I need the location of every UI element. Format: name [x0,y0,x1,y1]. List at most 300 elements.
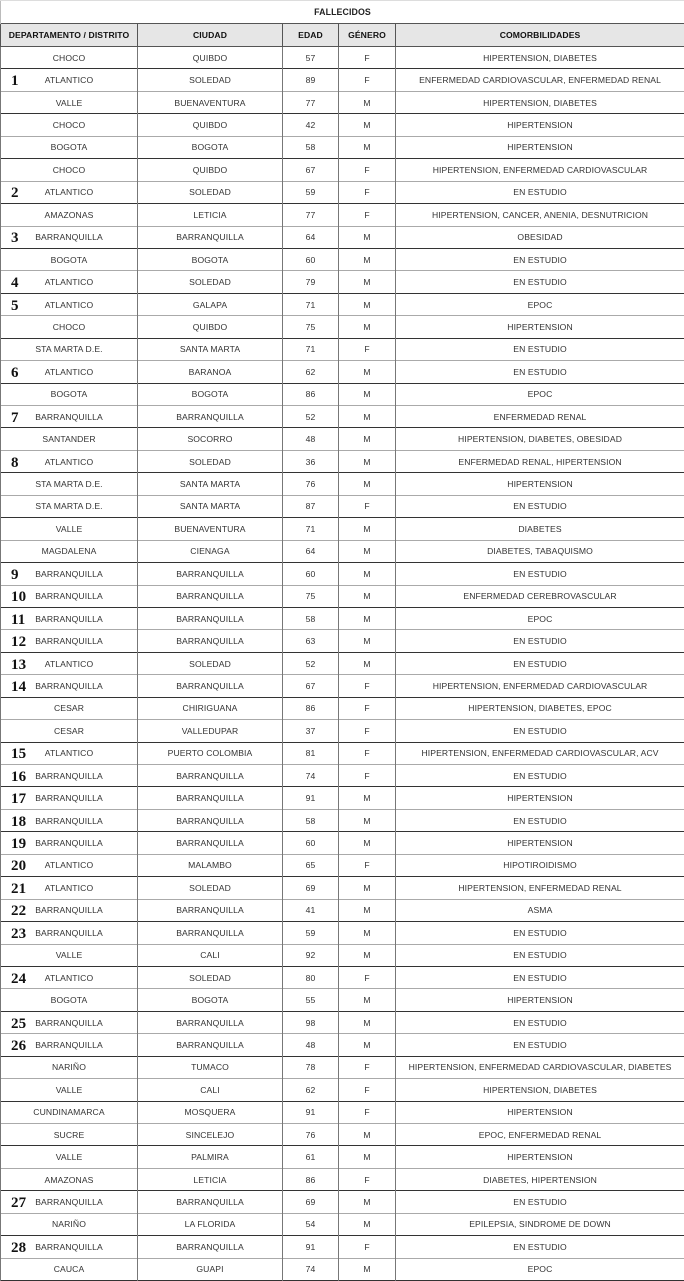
cell-genero: F [339,966,396,988]
table-row [1,585,684,607]
departamento-text: BARRANQUILLA [35,412,103,422]
cell-edad: 91 [283,1101,339,1123]
departamento-text: ATLANTICO [45,860,94,870]
departamento-text: STA MARTA D.E. [35,479,102,489]
departamento-text: ATLANTICO [45,883,94,893]
table-row [1,742,684,764]
cell-comorbilidades: EPOC [396,1258,684,1280]
cell-departamento [1,697,138,719]
case-number: 11 [11,612,25,629]
cell-ciudad: BUENAVENTURA [138,91,283,113]
departamento-text: NARIÑO [52,1062,86,1072]
cell-ciudad: SOLEDAD [138,69,283,91]
cell-ciudad: BOGOTA [138,383,283,405]
cell-departamento [1,1236,138,1258]
departamento-text: CESAR [54,726,84,736]
cell-edad: 61 [283,1146,339,1168]
table-row [1,989,684,1011]
cell-departamento [1,675,138,697]
cell-genero: M [339,428,396,450]
cell-genero: F [339,697,396,719]
cell-departamento [1,630,138,652]
cell-comorbilidades: HIPERTENSION [396,832,684,854]
cell-departamento [1,563,138,585]
cell-edad: 75 [283,585,339,607]
cell-ciudad: SANTA MARTA [138,495,283,517]
cell-departamento [1,899,138,921]
cell-departamento [1,271,138,293]
cell-genero: F [339,159,396,181]
cell-comorbilidades: ENFERMEDAD RENAL, HIPERTENSION [396,450,684,472]
cell-comorbilidades: ASMA [396,899,684,921]
case-number: 18 [11,813,26,830]
cell-edad: 41 [283,899,339,921]
cell-comorbilidades: EN ESTUDIO [396,922,684,944]
departamento-text: STA MARTA D.E. [35,501,102,511]
table-row [1,1079,684,1101]
table-row [1,1124,684,1146]
departamento-text: BARRANQUILLA [35,1197,103,1207]
table-row [1,1056,684,1078]
cell-departamento [1,136,138,158]
cell-edad: 67 [283,159,339,181]
case-number: 10 [11,589,26,606]
departamento-text: CHOCO [53,322,86,332]
departamento-text: BARRANQUILLA [35,1018,103,1028]
cell-ciudad: BOGOTA [138,248,283,270]
departamento-text: ATLANTICO [45,277,94,287]
departamento-text: ATLANTICO [45,659,94,669]
cell-edad: 64 [283,540,339,562]
cell-comorbilidades: EN ESTUDIO [396,630,684,652]
cell-edad: 86 [283,383,339,405]
table-row [1,450,684,472]
cell-departamento [1,989,138,1011]
cell-ciudad: BARRANQUILLA [138,1191,283,1213]
cell-ciudad: BARRANQUILLA [138,765,283,787]
departamento-text: BARRANQUILLA [35,569,103,579]
departamento-text: BARRANQUILLA [35,614,103,624]
cell-comorbilidades: HIPERTENSION, ENFERMEDAD RENAL [396,877,684,899]
cell-comorbilidades: EPOC [396,383,684,405]
case-number: 20 [11,858,26,875]
cell-departamento [1,226,138,248]
cell-comorbilidades: HIPERTENSION [396,787,684,809]
cell-comorbilidades: EN ESTUDIO [396,809,684,831]
table-row [1,495,684,517]
cell-genero: M [339,1213,396,1235]
cell-departamento [1,720,138,742]
cell-ciudad: BARRANQUILLA [138,922,283,944]
cell-departamento [1,1056,138,1078]
cell-genero: F [339,69,396,91]
cell-departamento [1,765,138,787]
cell-genero: M [339,1011,396,1033]
table-row [1,1034,684,1056]
cell-comorbilidades: HIPERTENSION [396,114,684,136]
case-number: 12 [11,634,26,651]
cell-edad: 86 [283,1168,339,1190]
cell-departamento [1,1011,138,1033]
cell-edad: 98 [283,1011,339,1033]
cell-genero: M [339,226,396,248]
cell-ciudad: CALI [138,1079,283,1101]
departamento-text: CHOCO [53,165,86,175]
cell-ciudad: SOLEDAD [138,877,283,899]
cell-comorbilidades: EN ESTUDIO [396,1191,684,1213]
departamento-text: BARRANQUILLA [35,232,103,242]
cell-ciudad: LA FLORIDA [138,1213,283,1235]
cell-comorbilidades: HIPERTENSION, ENFERMEDAD CARDIOVASCULAR, DIABETES [396,1056,684,1078]
departamento-text: BARRANQUILLA [35,771,103,781]
cell-edad: 48 [283,1034,339,1056]
cell-departamento [1,540,138,562]
cell-edad: 74 [283,765,339,787]
cell-departamento [1,1101,138,1123]
case-number: 4 [11,275,19,292]
cell-genero: F [339,1056,396,1078]
cell-comorbilidades: EN ESTUDIO [396,361,684,383]
case-number: 21 [11,881,26,898]
cell-edad: 86 [283,697,339,719]
cell-genero: M [339,787,396,809]
case-number: 2 [11,185,19,202]
cell-ciudad: SOLEDAD [138,652,283,674]
table-row [1,877,684,899]
cell-genero: M [339,114,396,136]
case-number: 22 [11,903,26,920]
table-title-row [1,1,684,24]
case-number: 6 [11,365,19,382]
cell-departamento [1,383,138,405]
cell-ciudad: TUMACO [138,1056,283,1078]
cell-comorbilidades: HIPERTENSION [396,473,684,495]
table-row [1,1236,684,1258]
cell-genero: F [339,765,396,787]
cell-comorbilidades: DIABETES [396,518,684,540]
departamento-text: ATLANTICO [45,187,94,197]
cell-edad: 75 [283,316,339,338]
cell-ciudad: VALLEDUPAR [138,720,283,742]
cell-departamento [1,1258,138,1280]
cell-genero: M [339,809,396,831]
cell-edad: 76 [283,473,339,495]
table-row [1,91,684,113]
cell-genero: F [339,338,396,360]
case-number: 14 [11,679,26,696]
cell-ciudad: SOLEDAD [138,450,283,472]
cell-genero: F [339,1236,396,1258]
cell-genero: M [339,922,396,944]
cell-edad: 64 [283,226,339,248]
cell-edad: 80 [283,966,339,988]
cell-comorbilidades: EN ESTUDIO [396,563,684,585]
table-row [1,899,684,921]
cell-ciudad: GALAPA [138,293,283,315]
cell-ciudad: BARRANQUILLA [138,226,283,248]
departamento-text: BARRANQUILLA [35,1242,103,1252]
cell-comorbilidades: HIPERTENSION, CANCER, ANENIA, DESNUTRICION [396,204,684,226]
cell-departamento [1,338,138,360]
cell-ciudad: BOGOTA [138,136,283,158]
case-number: 24 [11,971,26,988]
case-number: 1 [11,73,19,90]
departamento-text: BARRANQUILLA [35,1040,103,1050]
departamento-text: CAUCA [54,1264,85,1274]
cell-edad: 69 [283,1191,339,1213]
cell-edad: 55 [283,989,339,1011]
table-row [1,540,684,562]
departamento-text: VALLE [56,1152,83,1162]
cell-departamento [1,1079,138,1101]
table-row [1,563,684,585]
cell-genero: M [339,877,396,899]
cell-genero: F [339,181,396,203]
cell-ciudad: BARRANQUILLA [138,675,283,697]
cell-genero: M [339,899,396,921]
cell-ciudad: SANTA MARTA [138,338,283,360]
cell-genero: M [339,383,396,405]
cell-edad: 58 [283,607,339,629]
cell-edad: 52 [283,406,339,428]
cell-comorbilidades: EN ESTUDIO [396,495,684,517]
cell-ciudad: LETICIA [138,1168,283,1190]
cell-ciudad: QUIBDO [138,159,283,181]
cell-departamento [1,966,138,988]
cell-ciudad: BARANOA [138,361,283,383]
table-row [1,383,684,405]
cell-comorbilidades: EN ESTUDIO [396,271,684,293]
cell-ciudad: QUIBDO [138,47,283,69]
cell-genero: M [339,316,396,338]
cell-comorbilidades: HIPERTENSION, ENFERMEDAD CARDIOVASCULAR [396,675,684,697]
column-header-departamento: DEPARTAMENTO / DISTRITO [1,24,138,47]
cell-ciudad: BARRANQUILLA [138,630,283,652]
cell-edad: 52 [283,652,339,674]
cell-comorbilidades: HIPERTENSION [396,1146,684,1168]
cell-edad: 36 [283,450,339,472]
table-row [1,316,684,338]
cell-ciudad: BUENAVENTURA [138,518,283,540]
table-row [1,630,684,652]
table-row [1,765,684,787]
cell-comorbilidades: DIABETES, HIPERTENSION [396,1168,684,1190]
cell-departamento [1,922,138,944]
cell-comorbilidades: HIPERTENSION [396,136,684,158]
cell-departamento [1,877,138,899]
cell-departamento [1,361,138,383]
cell-genero: F [339,675,396,697]
cell-ciudad: SINCELEJO [138,1124,283,1146]
cell-genero: M [339,607,396,629]
departamento-text: BOGOTA [51,995,88,1005]
table-row [1,720,684,742]
cell-ciudad: SANTA MARTA [138,473,283,495]
case-number: 3 [11,230,19,247]
cell-ciudad: QUIBDO [138,316,283,338]
cell-edad: 58 [283,136,339,158]
cell-ciudad: SOLEDAD [138,966,283,988]
cell-ciudad: CHIRIGUANA [138,697,283,719]
cell-comorbilidades: HIPERTENSION [396,1101,684,1123]
cell-ciudad: BARRANQUILLA [138,1236,283,1258]
table-row [1,809,684,831]
cell-departamento [1,854,138,876]
table-row [1,652,684,674]
cell-comorbilidades: EPOC, ENFERMEDAD RENAL [396,1124,684,1146]
departamento-text: ATLANTICO [45,75,94,85]
cell-departamento [1,495,138,517]
cell-departamento [1,742,138,764]
table-row [1,226,684,248]
case-number: 8 [11,454,19,471]
cell-edad: 77 [283,91,339,113]
cell-departamento [1,91,138,113]
cell-genero: M [339,361,396,383]
cell-genero: M [339,1191,396,1213]
cell-genero: M [339,1124,396,1146]
cell-comorbilidades: OBESIDAD [396,226,684,248]
cell-edad: 71 [283,338,339,360]
departamento-text: SUCRE [54,1130,85,1140]
cell-departamento [1,607,138,629]
cell-ciudad: MOSQUERA [138,1101,283,1123]
cell-ciudad: BARRANQUILLA [138,787,283,809]
cell-genero: M [339,473,396,495]
departamento-text: AMAZONAS [44,1175,93,1185]
cell-genero: F [339,47,396,69]
table-row [1,159,684,181]
cell-comorbilidades: EPOC [396,293,684,315]
table-row [1,69,684,91]
cell-genero: F [339,720,396,742]
cell-comorbilidades: EN ESTUDIO [396,966,684,988]
cell-comorbilidades: EN ESTUDIO [396,1236,684,1258]
cell-ciudad: BARRANQUILLA [138,1034,283,1056]
departamento-text: VALLE [56,98,83,108]
cell-comorbilidades: EN ESTUDIO [396,181,684,203]
cell-ciudad: SOLEDAD [138,271,283,293]
cell-genero: M [339,1258,396,1280]
cell-genero: M [339,652,396,674]
cell-ciudad: QUIBDO [138,114,283,136]
cell-comorbilidades: EN ESTUDIO [396,1011,684,1033]
cell-edad: 92 [283,944,339,966]
departamento-text: ATLANTICO [45,748,94,758]
cell-genero: M [339,91,396,113]
cell-ciudad: CALI [138,944,283,966]
table-row [1,1146,684,1168]
cell-departamento [1,159,138,181]
cell-comorbilidades: HIPERTENSION, ENFERMEDAD CARDIOVASCULAR [396,159,684,181]
cell-ciudad: BARRANQUILLA [138,585,283,607]
cell-edad: 76 [283,1124,339,1146]
departamento-text: NARIÑO [52,1219,86,1229]
cell-departamento [1,652,138,674]
cell-ciudad: BARRANQUILLA [138,832,283,854]
departamento-text: CUNDINAMARCA [33,1107,104,1117]
cell-genero: M [339,271,396,293]
cell-genero: M [339,406,396,428]
cell-edad: 89 [283,69,339,91]
cell-comorbilidades: ENFERMEDAD CEREBROVASCULAR [396,585,684,607]
cell-edad: 71 [283,518,339,540]
cell-departamento [1,69,138,91]
cell-genero: F [339,1101,396,1123]
departamento-text: ATLANTICO [45,367,94,377]
departamento-text: BARRANQUILLA [35,816,103,826]
table-row [1,136,684,158]
cell-genero: M [339,832,396,854]
case-number: 13 [11,656,26,673]
cell-comorbilidades: HIPERTENSION, DIABETES [396,47,684,69]
table-row [1,473,684,495]
table-row [1,787,684,809]
cell-departamento [1,1191,138,1213]
departamento-text: CESAR [54,703,84,713]
cell-edad: 67 [283,675,339,697]
cell-comorbilidades: HIPERTENSION, DIABETES, EPOC [396,697,684,719]
cell-departamento [1,1146,138,1168]
cell-ciudad: BARRANQUILLA [138,607,283,629]
cell-departamento [1,293,138,315]
case-number: 7 [11,410,19,427]
cell-departamento [1,1124,138,1146]
cell-departamento [1,518,138,540]
table-row [1,1101,684,1123]
departamento-text: CHOCO [53,53,86,63]
cell-departamento [1,316,138,338]
departamento-text: ATLANTICO [45,457,94,467]
case-number: 23 [11,926,26,943]
departamento-text: ATLANTICO [45,300,94,310]
departamento-text: BARRANQUILLA [35,928,103,938]
cell-edad: 71 [283,293,339,315]
table-row [1,293,684,315]
table-row [1,271,684,293]
cell-genero: M [339,136,396,158]
table-row [1,428,684,450]
departamento-text: ATLANTICO [45,973,94,983]
table-row [1,1168,684,1190]
departamento-text: BARRANQUILLA [35,793,103,803]
cell-departamento [1,585,138,607]
cell-genero: M [339,293,396,315]
cell-edad: 59 [283,181,339,203]
cell-edad: 91 [283,1236,339,1258]
table-row [1,1213,684,1235]
case-number: 16 [11,769,26,786]
cell-comorbilidades: EN ESTUDIO [396,652,684,674]
cell-edad: 48 [283,428,339,450]
cell-edad: 60 [283,248,339,270]
cell-departamento [1,114,138,136]
cell-ciudad: GUAPI [138,1258,283,1280]
cell-comorbilidades: ENFERMEDAD RENAL [396,406,684,428]
case-number: 28 [11,1240,26,1257]
table-row [1,944,684,966]
cell-edad: 57 [283,47,339,69]
cell-genero: M [339,944,396,966]
cell-departamento [1,787,138,809]
departamento-text: VALLE [56,950,83,960]
cell-edad: 63 [283,630,339,652]
table-row [1,1011,684,1033]
table-row [1,204,684,226]
cell-genero: F [339,495,396,517]
column-header-comorbilidades: COMORBILIDADES [396,24,684,47]
departamento-text: BOGOTA [51,389,88,399]
